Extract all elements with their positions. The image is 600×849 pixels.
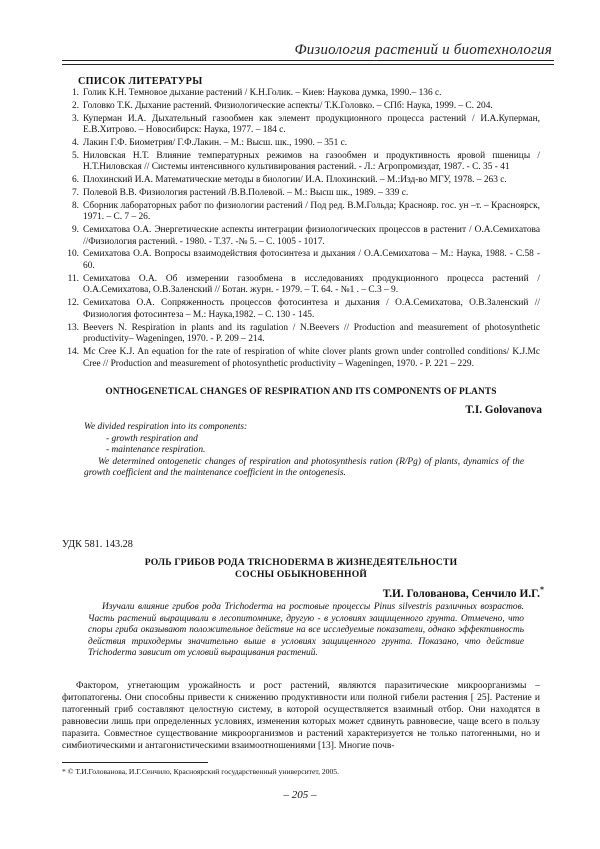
reference-item (62, 101, 540, 113)
reference-number: 12. (67, 298, 79, 309)
page-number: – 205 – (283, 789, 317, 801)
russian-body-text: Фактором, угнетающим урожайность и рост растений, являются паразитические микроорганизмы – фитопатогены. Они способны привести к снижению продуктивности или полной гибели растения [ 25]. Растение и патогенный гриб составляют целостную систему, в которой осуществляется взаимный отбор. Они находятся в равновесии лишь при определенных условиях, изменения которых может сдвинуть равновесие, чаще всего в пользу паразита. Совместное существование микроорганизмов и растений характеризуется не только патогенными, но и симбиотическими и антагонистическими взаимоотношениями [13]. Многие почв- (62, 681, 540, 751)
footnote-rule (62, 762, 208, 763)
abstract-bullet: - maintenance respiration. (106, 445, 206, 456)
udc-code: УДК 581. 143.28 (62, 539, 133, 550)
footnote-mark: * (540, 585, 544, 594)
reference-item (62, 225, 540, 248)
references-heading: СПИСОК ЛИТЕРАТУРЫ (78, 76, 203, 87)
reference-text: Полевой В.В. Физиология растений /В.В.Полевой. – М.: Высш шк., 1989. – 339 с. (83, 187, 409, 198)
russian-article-title (62, 557, 540, 581)
running-title: Физиология растений и биотехнология (294, 42, 552, 58)
reference-text: Куперман И.А. Дыхательный газообмен как элемент продукционного процесса растений / И.А.Куперман, Е.В.Хитрово. – Новосибирск: Наука, 1977. – 184 с. (83, 113, 540, 136)
reference-text: Сборник лабораторных работ по физиологии растений / Под ред. В.М.Гольда; Краснояр. гос. ун –т. – Красноярск, 1971. – С. 7 – 26. (83, 200, 540, 223)
reference-text: Ниловская Н.Т. Влияние температурных режимов на газообмен и продуктивность яровой пшеницы / Н.Т.Ниловская // Системы интенсивного культивирования растений. - Л.: Агропромиздат, 1987. - С. 35 - 41 (83, 150, 540, 173)
reference-text: Семихатова О.А. Вопросы взаимодействия фотосинтеза и дыхания / О.А.Семихатова – М.: Наука, 1988. - С.58 - 60. (83, 249, 540, 271)
reference-item (62, 298, 540, 321)
reference-item (62, 138, 540, 150)
title-line: СОСНЫ ОБЫКНОВЕННОЙ (234, 569, 368, 580)
reference-text: Голик К.Н. Темновое дыхание растений / К.Н.Голик. – Киев: Наукова думка, 1990.– 136 с. (83, 88, 442, 98)
reference-number: 5. (71, 150, 79, 161)
authors-text: Т.И. Голованова, Сенчило И.Г. (382, 587, 540, 600)
english-article-author: T.I. Golovanova (465, 404, 542, 416)
reference-number: 1. (71, 88, 79, 98)
reference-number: 14. (67, 346, 79, 357)
reference-text: Лакин Г.Ф. Биометрия/ Г.Ф.Лакин. – М.: Высш. шк., 1990. – 351 с. (83, 137, 348, 148)
header-rule-thin (62, 64, 554, 65)
reference-text: Плохинский И.А. Математические методы в биологии/ И.А. Плохинский. – М.:Изд-во МГУ, 1978. – 263 с. (83, 175, 507, 186)
reference-text: Семихатова О.А. Энергетические аспекты интеграции физиологических процессов в растенит / О.А.Семихатова //Физиология растений. - 1980. - Т.37. -№ 5. – С. 1005 - 1017. (83, 225, 540, 247)
references-list (62, 88, 540, 371)
english-article-title: ONTHOGENETICAL CHANGES OF RESPIRATION AND ITS COMPONENTS OF PLANTS (105, 387, 497, 397)
abstract-intro: We divided respiration into its components: (84, 422, 248, 432)
reference-item (62, 188, 540, 200)
reference-item (62, 114, 540, 137)
header-rule (62, 60, 554, 61)
abstract-bullet: - growth respiration and (106, 433, 198, 444)
reference-number: 3. (71, 113, 79, 124)
reference-item (62, 175, 540, 187)
reference-number: 10. (67, 249, 79, 260)
reference-item (62, 151, 540, 174)
reference-number: 4. (71, 137, 79, 148)
reference-text: Головко Т.К. Дыхание растений. Физиологические аспекты/ Т.К.Головко. – СПб: Наука, 1999. – С. 204. (83, 100, 493, 111)
reference-number: 13. (67, 322, 79, 333)
reference-item (62, 88, 540, 100)
reference-item (62, 274, 540, 297)
russian-article-authors (383, 585, 544, 600)
reference-text: Семихатова О.А. Сопряженность процессов фотосинтеза и дыхания / О.А.Семихатова, О.В.Заленский // Физиология фотосинтеза – М.: Наука,1982. – С. 130 - 145. (83, 298, 540, 320)
footnote: * © Т.И.Голованова, И.Г.Сенчило, Красноярский государственный университет, 2005. (62, 767, 339, 776)
title-line: РОЛЬ ГРИБОВ РОДА TRICHODERMA В ЖИЗНЕДЕЯТЕЛЬНОСТИ (144, 557, 458, 568)
reference-text: Семихатова О.А. Об измерении газообмена в исследованиях продукционного процесса растений / О.А.Семихатова, О.В.Заленский // Ботан. журн. - 1979. – Т. 64. - №1 . – С.3 – 9. (83, 273, 540, 296)
reference-item (62, 249, 540, 272)
reference-text: Beevers N. Respiration in plants and its ragulation / N.Beevers // Production and measurement of photosynthetic productivity– Wageningen, 1970. - P. 209 – 214. (83, 322, 540, 345)
reference-number: 11. (67, 273, 79, 284)
russian-abstract: Изучали влияние грибов рода Trichoderma на ростовые процессы Pinus silvestris различных возрастов. Часть растений выращивали в лесопитомнике, другую - в условиях защищенного грунта. Отмечено, что споры гриба оказывают положительное действие на все исследуемые показатели, однако эффективность действия триходермы значительно выше в условиях защищенного грунта. Показано, что действие Trichoderma зависит от условий выращивания растений. (88, 602, 524, 659)
reference-item (62, 347, 540, 370)
reference-text: Mc Cree K.J. An equation for the rate of respiration of white clover plants grown under controlled conditions/ K.J.Mc Cree // Production and measurement of photosynthetic productivity – Wageningen, 1970. - P. 221 – 229. (83, 346, 540, 369)
reference-number: 6. (71, 175, 79, 186)
english-abstract (84, 422, 524, 480)
reference-number: 8. (71, 200, 79, 211)
abstract-text: We determined ontogenetic changes of respiration and photosynthesis ration (R/Pg) of plants, dynamics of the growth coefficient and the maintenance coefficient in the ontogenesis. (84, 456, 524, 479)
reference-number: 7. (71, 187, 79, 198)
reference-item (62, 323, 540, 346)
reference-number: 2. (71, 100, 79, 111)
reference-item (62, 201, 540, 224)
reference-number: 9. (71, 225, 79, 236)
